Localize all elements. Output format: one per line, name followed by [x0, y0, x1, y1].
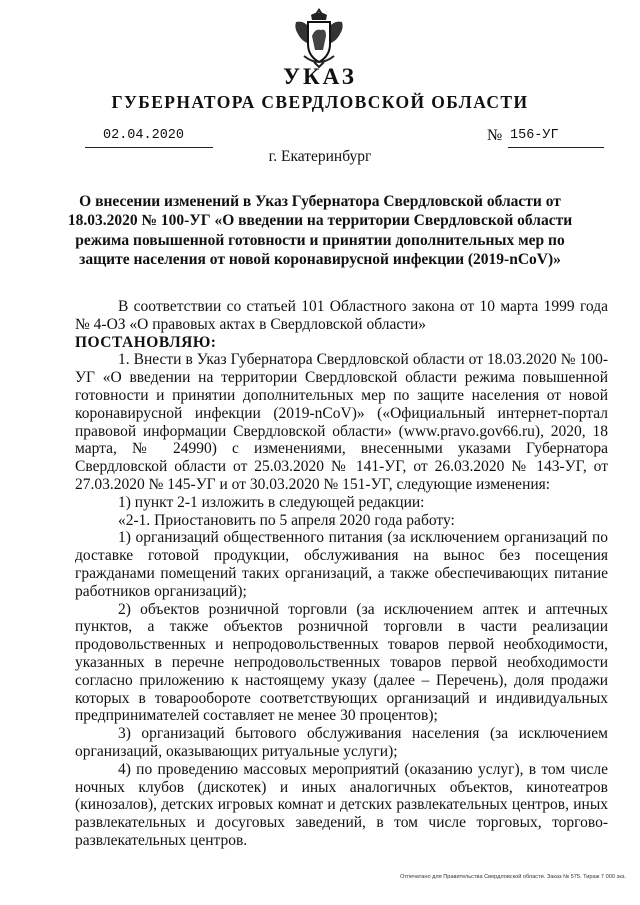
body-paragraph: 4) по проведению массовых мероприятий (оказанию услуг), в том числе ночных клубов (дискотек) и иных аналогичных объектов, кинотеатров (кинозалов), детских игровых комнат и детских развлекательных центров, иных развлекательных и досуговых заведений, в том числе торговых, торгово-развлекательных центров.: [75, 760, 608, 849]
body-paragraph: 1) пункт 2-1 изложить в следующей редакции:: [118, 493, 425, 511]
document-date: 02.04.2020: [103, 128, 185, 143]
print-footer: Отпечатано для Правительства Свердловской области. Заказ № 575. Тираж 7 000 экз.: [400, 874, 626, 880]
resolves-label: ПОСТАНОВЛЯЮ:: [75, 333, 217, 351]
document-body: [75, 298, 608, 850]
body-paragraph: «2-1. Приостановить по 5 апреля 2020 года работу:: [118, 511, 455, 529]
document-heading: О внесении изменений в Указ Губернатора Свердловской области от 18.03.2020 № 100-УГ «О введении на территории Свердловской области режима повышенной готовности и принятии дополнительных мер по защите населения от новой коронавирусной инфекции (2019-nCoV)»: [67, 193, 573, 269]
document-number: 156-УГ: [510, 128, 559, 143]
body-paragraph: 3) организаций бытового обслуживания населения (за исключением организаций, оказывающих ритуальные услуги);: [75, 725, 608, 760]
city: г. Екатеринбург: [268, 148, 372, 165]
body-paragraph: 2) объектов розничной торговли (за исключением аптек и аптечных пунктов, а также объектов розничной торговли в части реализации продовольственных и непродовольственных товаров первой необходимости, указанных в перечне непродовольственных товаров первой необходимости согласно приложению к настоящему указу (далее – Перечень), доля продажи которых в товарообороте соответствующих организаций и индивидуальных предпринимателей составляет не менее 30 процентов);: [75, 600, 608, 725]
body-paragraph: 1. Внести в Указ Губернатора Свердловской области от 18.03.2020 № 100-УГ «О введении на территории Свердловской области режима повышенной готовности и принятии дополнительных мер по защите населения от новой коронавирусной инфекции (2019-nCoV)» («Официальный интернет-портал правовой информации Свердловской области» (www.pravo.gov66.ru), 2020, 18 марта, № 24990) с изменениями, внесенными указами Губернатора Свердловской области от 25.03.2020 № 141-УГ, от 26.03.2020 № 143-УГ, от 27.03.2020 № 145-УГ и от 30.03.2020 № 151-УГ, следующие изменения:: [75, 351, 608, 493]
document-subtitle: ГУБЕРНАТОРА СВЕРДЛОВСКОЙ ОБЛАСТИ: [111, 92, 529, 112]
number-label: №: [487, 127, 503, 144]
body-paragraph: 1) организаций общественного питания (за исключением организаций по доставке готовой продукции, обслуживания на вынос без посещения гражданами помещений таких организаций, а также обеспечивающих питание работников организаций);: [75, 529, 608, 600]
coat-of-arms-emblem: [290, 6, 348, 68]
preamble-paragraph: В соответствии со статьей 101 Областного закона от 10 марта 1999 года № 4-ОЗ «О правовых актах в Свердловской области»: [75, 298, 608, 333]
document-title: УКАЗ: [283, 64, 357, 89]
